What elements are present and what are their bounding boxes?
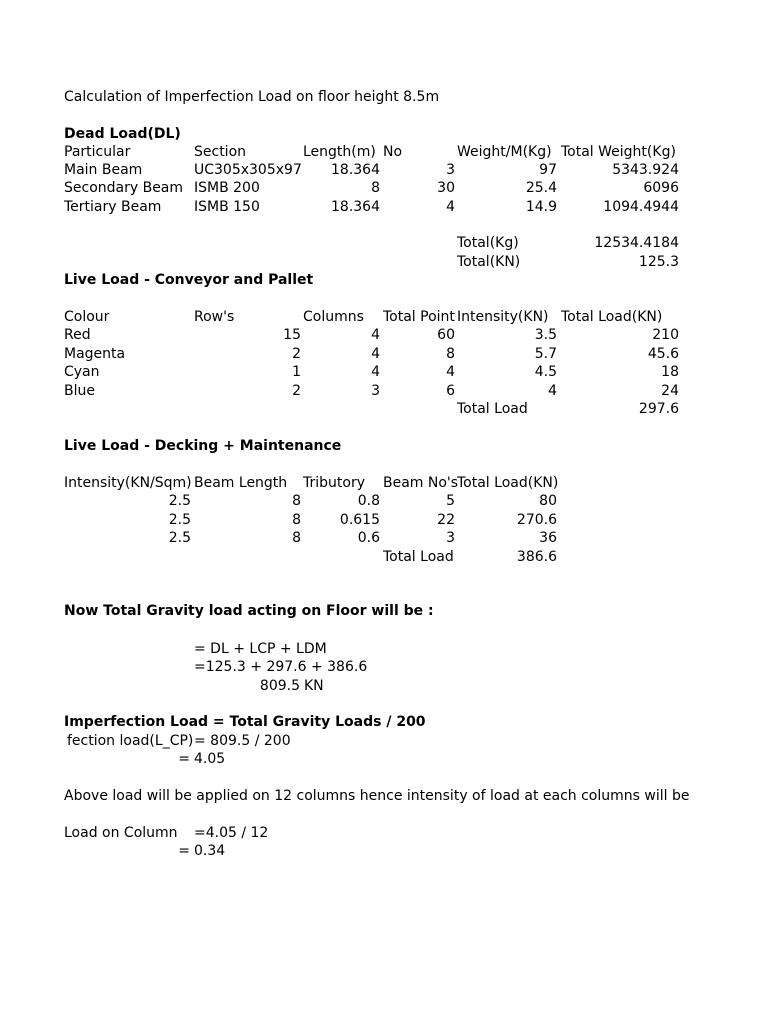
lc-cell-colour: Cyan bbox=[64, 364, 100, 380]
dl-header-no: No bbox=[383, 144, 403, 160]
dl-total-kg-label: Total(Kg) bbox=[457, 235, 519, 251]
ld-cell-beam-length: 8 bbox=[292, 493, 301, 509]
lc-cell-total-point: 60 bbox=[437, 327, 455, 343]
lc-cell-intensity: 5.7 bbox=[534, 346, 557, 362]
lc-cell-intensity: 4 bbox=[548, 383, 557, 399]
column-load-label: Load on Column bbox=[64, 825, 178, 841]
dl-cell-section: ISMB 150 bbox=[194, 199, 260, 215]
gravity-result-value: 809.5 bbox=[259, 678, 300, 694]
ld-cell-beam-nos: 5 bbox=[446, 493, 455, 509]
lc-cell-columns: 4 bbox=[371, 364, 380, 380]
column-load-result: 0.34 bbox=[194, 843, 226, 859]
ld-cell-total-load: 36 bbox=[539, 530, 557, 546]
lc-cell-colour: Red bbox=[64, 327, 91, 343]
ld-cell-beam-length: 8 bbox=[292, 512, 301, 528]
dl-cell-section: ISMB 200 bbox=[194, 180, 260, 196]
dl-header-particular: Particular bbox=[64, 144, 131, 160]
lc-cell-total-point: 8 bbox=[446, 346, 455, 362]
dl-cell-no: 30 bbox=[437, 180, 455, 196]
lc-cell-colour: Blue bbox=[64, 383, 95, 399]
ld-header-beam-nos: Beam No's bbox=[383, 475, 459, 491]
lc-cell-columns: 4 bbox=[371, 327, 380, 343]
lc-cell-rows: 1 bbox=[292, 364, 301, 380]
lc-cell-intensity: 4.5 bbox=[534, 364, 557, 380]
ld-cell-intensity: 2.5 bbox=[168, 512, 191, 528]
lc-header-columns: Columns bbox=[303, 309, 364, 325]
lc-cell-colour: Magenta bbox=[64, 346, 126, 362]
lc-total-label: Total Load bbox=[457, 401, 528, 417]
ld-cell-tributory: 0.6 bbox=[357, 530, 380, 546]
ld-header-total-load: Total Load(KN) bbox=[457, 475, 559, 491]
gravity-substitution: =125.3 + 297.6 + 386.6 bbox=[194, 659, 368, 675]
dl-cell-total-weight: 6096 bbox=[643, 180, 679, 196]
dead-load-heading: Dead Load(DL) bbox=[64, 126, 181, 142]
column-load-eq-sign: = bbox=[178, 843, 190, 859]
lc-cell-total-load: 18 bbox=[661, 364, 679, 380]
imperfection-equation: = 809.5 / 200 bbox=[194, 733, 291, 749]
dl-cell-particular: Secondary Beam bbox=[64, 180, 184, 196]
lc-cell-rows: 2 bbox=[292, 346, 301, 362]
dl-cell-no: 3 bbox=[446, 162, 455, 178]
dl-header-length: Length(m) bbox=[303, 144, 376, 160]
imperfection-heading: Imperfection Load = Total Gravity Loads / 200 bbox=[64, 714, 426, 730]
lc-header-intensity: Intensity(KN) bbox=[457, 309, 549, 325]
dl-total-kg-value: 12534.4184 bbox=[594, 235, 679, 251]
lc-cell-total-load: 210 bbox=[652, 327, 679, 343]
lc-total-value: 297.6 bbox=[638, 401, 679, 417]
lc-cell-columns: 4 bbox=[371, 346, 380, 362]
dl-cell-section: UC305x305x97 bbox=[194, 162, 302, 178]
dl-cell-length: 18.364 bbox=[331, 162, 380, 178]
live-decking-heading: Live Load - Decking + Maintenance bbox=[64, 438, 342, 454]
columns-note: Above load will be applied on 12 columns hence intensity of load at each columns will be bbox=[64, 788, 690, 804]
dl-cell-particular: Tertiary Beam bbox=[64, 199, 162, 215]
lc-header-colour: Colour bbox=[64, 309, 110, 325]
live-conveyor-heading: Live Load - Conveyor and Pallet bbox=[64, 272, 314, 288]
dl-cell-weight: 25.4 bbox=[525, 180, 557, 196]
column-load-equation: =4.05 / 12 bbox=[194, 825, 269, 841]
ld-header-tributory: Tributory bbox=[303, 475, 365, 491]
lc-cell-total-point: 4 bbox=[446, 364, 455, 380]
ld-cell-tributory: 0.8 bbox=[357, 493, 380, 509]
lc-header-rows: Row's bbox=[194, 309, 235, 325]
dl-header-total-weight: Total Weight(Kg) bbox=[561, 144, 676, 160]
ld-cell-beam-length: 8 bbox=[292, 530, 301, 546]
lc-cell-rows: 15 bbox=[283, 327, 301, 343]
gravity-heading: Now Total Gravity load acting on Floor will be : bbox=[64, 603, 434, 619]
dl-cell-length: 18.364 bbox=[331, 199, 380, 215]
imperfection-result: 4.05 bbox=[194, 751, 226, 767]
ld-cell-tributory: 0.615 bbox=[339, 512, 380, 528]
ld-cell-beam-nos: 22 bbox=[437, 512, 455, 528]
dl-total-kn-value: 125.3 bbox=[638, 254, 679, 270]
ld-cell-total-load: 270.6 bbox=[516, 512, 557, 528]
lc-cell-intensity: 3.5 bbox=[534, 327, 557, 343]
ld-cell-total-load: 80 bbox=[539, 493, 557, 509]
dl-cell-weight: 14.9 bbox=[525, 199, 557, 215]
lc-cell-total-load: 24 bbox=[661, 383, 679, 399]
dl-cell-total-weight: 5343.924 bbox=[612, 162, 679, 178]
dl-cell-particular: Main Beam bbox=[64, 162, 143, 178]
dl-header-section: Section bbox=[194, 144, 247, 160]
dl-cell-total-weight: 1094.4944 bbox=[603, 199, 679, 215]
page-title: Calculation of Imperfection Load on floor height 8.5m bbox=[64, 89, 440, 105]
dl-header-weight: Weight/M(Kg) bbox=[457, 144, 552, 160]
lc-cell-columns: 3 bbox=[371, 383, 380, 399]
ld-cell-intensity: 2.5 bbox=[168, 493, 191, 509]
lc-header-total-point: Total Point bbox=[383, 309, 455, 325]
dl-cell-length: 8 bbox=[371, 180, 380, 196]
gravity-formula: = DL + LCP + LDM bbox=[194, 641, 327, 657]
dl-total-kn-label: Total(KN) bbox=[457, 254, 521, 270]
lc-cell-total-load: 45.6 bbox=[647, 346, 679, 362]
dl-cell-weight: 97 bbox=[539, 162, 557, 178]
ld-total-label: Total Load bbox=[383, 549, 454, 565]
imperfection-eq-sign: = bbox=[178, 751, 190, 767]
imperfection-label: fection load(L_CP) bbox=[67, 733, 194, 749]
gravity-result-unit: KN bbox=[304, 678, 324, 694]
lc-header-total-load: Total Load(KN) bbox=[561, 309, 663, 325]
ld-total-value: 386.6 bbox=[516, 549, 557, 565]
ld-header-beam-length: Beam Length bbox=[194, 475, 288, 491]
lc-cell-rows: 2 bbox=[292, 383, 301, 399]
ld-cell-beam-nos: 3 bbox=[446, 530, 455, 546]
dl-cell-no: 4 bbox=[446, 199, 455, 215]
ld-cell-intensity: 2.5 bbox=[168, 530, 191, 546]
lc-cell-total-point: 6 bbox=[446, 383, 455, 399]
ld-header-intensity: Intensity(KN/Sqm) bbox=[64, 475, 192, 491]
